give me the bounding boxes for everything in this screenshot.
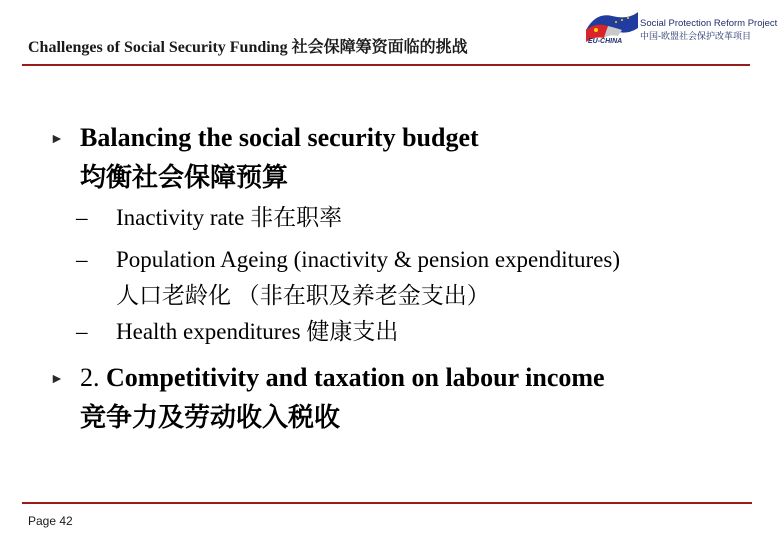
item-2-title-en <box>80 362 605 394</box>
subitem-ageing-continuation: 人口老龄化 （非在职及养老金支出） <box>116 283 490 308</box>
triangle-bullet-icon: ► <box>50 372 64 387</box>
item-2-title-text: Competitivity and taxation on labour income <box>106 363 605 392</box>
header-divider <box>22 64 750 66</box>
dash-bullet: – <box>76 247 88 272</box>
logo-eu-china-text: EU-CHINA <box>588 38 623 45</box>
subitem-health <box>76 314 398 350</box>
item-number: 2. <box>80 363 100 392</box>
subitem-text: Population Ageing (inactivity & pension expenditures) <box>116 247 621 272</box>
item-2-title-zh: 竞争力及劳动收入税收 <box>80 403 341 432</box>
subitem-ageing <box>76 242 620 278</box>
subitem-text: Inactivity rate 非在职率 <box>116 205 343 230</box>
dash-bullet: – <box>76 319 88 344</box>
logo-english-text: Social Protection Reform Project <box>640 18 778 29</box>
subitem-text: Health expenditures 健康支出 <box>116 319 399 344</box>
dash-bullet: – <box>76 205 88 230</box>
logo-chinese-text: 中国-欧盟社会保护改革项目 <box>640 31 751 41</box>
subitem-inactivity <box>76 200 342 236</box>
page-number: Page 42 <box>28 514 73 528</box>
item-1-title-zh: 均衡社会保障预算 <box>80 163 289 192</box>
project-logo <box>582 4 778 56</box>
slide-title: Challenges of Social Security Funding 社会保障筹资面临的挑战 <box>28 39 468 56</box>
footer-divider <box>22 502 752 504</box>
triangle-bullet-icon: ► <box>50 132 64 147</box>
item-1-title-en: Balancing the social security budget <box>80 123 479 152</box>
